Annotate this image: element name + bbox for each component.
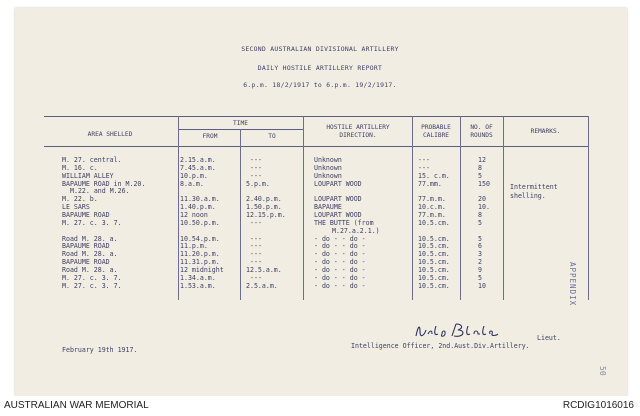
cell-rounds: 5 — [478, 218, 482, 227]
cell-rounds: 2 — [478, 258, 482, 267]
cell-cal: --- — [418, 156, 430, 164]
cell-from: 1.34.a.m. — [180, 273, 216, 282]
cell-from: 11.30.a.m. — [180, 195, 220, 204]
handwritten-signature — [412, 322, 522, 342]
cell-dir: - do - - do - — [314, 250, 366, 259]
cell-dir: M.27.a.2.1.) — [332, 226, 380, 235]
cell-to: 1.50.p.m. — [246, 203, 282, 212]
col-divider — [588, 116, 589, 300]
cell-to: 12.15.p.m. — [246, 210, 286, 219]
cell-cal: 77.m.m. — [418, 210, 446, 219]
cell-cal: 10.5.cm. — [418, 242, 450, 251]
cell-area: M. 27. central. — [62, 156, 122, 164]
cell-rounds: 20 — [478, 195, 486, 204]
cell-dir: LOUPART WOOD — [314, 195, 362, 204]
cell-area: M.22. and M.26. — [70, 187, 130, 196]
report-date: February 19th 1917. — [62, 346, 138, 354]
cell-to: --- — [250, 163, 262, 172]
cell-to: --- — [250, 156, 262, 164]
cell-from: 8.a.m. — [180, 179, 204, 188]
cell-cal: 77.mm. — [418, 179, 442, 188]
col-header-hostile: HOSTILE ARTILLERY — [326, 124, 390, 131]
cell-rounds: 3 — [478, 250, 482, 259]
cell-area: M. 22. b. — [62, 195, 98, 204]
cell-to: --- — [250, 218, 262, 227]
report-period: 6.p.m. 18/2/1917 to 6.p.m. 19/2/1917. — [243, 81, 397, 89]
col-header-area: AREA SHELLED — [87, 131, 133, 138]
col-header-calibre: CALIBRE — [422, 132, 450, 139]
cell-dir: - do - - do - — [314, 273, 366, 282]
cell-dir: LOUPART WOOD — [314, 210, 362, 219]
cell-from: 10.54.p.m. — [180, 234, 220, 243]
report-title: DAILY HOSTILE ARTILLERY REPORT — [257, 64, 383, 72]
cell-rounds: 150 — [478, 179, 490, 188]
report-unit-title: SECOND AUSTRALIAN DIVISIONAL ARTILLERY — [241, 45, 399, 53]
cell-rounds: 5 — [478, 273, 482, 282]
cell-dir: BAPAUME — [314, 203, 342, 212]
cell-from: 12 midnight — [180, 265, 224, 274]
archive-name: AUSTRALIAN WAR MEMORIAL — [4, 400, 149, 411]
cell-area: LE SARS — [62, 203, 90, 212]
cell-area: Road M. 28. a. — [62, 250, 118, 259]
cell-dir: - do - - do - — [314, 265, 366, 274]
cell-area: BAPAUME ROAD — [62, 210, 110, 219]
cell-from: 1.40.p.m. — [180, 203, 216, 212]
cell-from: 2.15.a.m. — [180, 156, 216, 164]
page-number: 50 — [598, 366, 607, 376]
cell-cal: 10.5.cm. — [418, 250, 450, 259]
cell-from: 7.45.a.m. — [180, 163, 216, 172]
cell-area: Road M. 28. a. — [62, 234, 118, 243]
cell-cal: --- — [418, 163, 430, 172]
col-divider — [178, 116, 179, 300]
cell-area: BAPAUME ROAD in M.20. — [62, 179, 146, 188]
cell-dir: THE BUTTE (from — [314, 218, 374, 227]
cell-from: 1.53.a.m. — [180, 281, 216, 290]
col-header-from: FROM — [202, 133, 218, 140]
cell-rounds: 8 — [478, 163, 482, 172]
cell-to: 2.40.p.m. — [246, 195, 282, 204]
cell-cal: 10.5.cm. — [418, 218, 450, 227]
col-header-time: TIME — [233, 120, 248, 127]
col-header-to: TO — [268, 133, 276, 140]
table-top-rule — [44, 116, 589, 117]
cell-rounds: 5 — [478, 171, 482, 180]
col-header-rounds: ROUNDS — [470, 132, 493, 139]
cell-to: 5.p.m. — [246, 179, 270, 188]
cell-area: M. 27. c. 3. 7. — [62, 273, 122, 282]
cell-area: Road M. 28. a. — [62, 265, 118, 274]
cell-from: 11.p.m. — [180, 242, 208, 251]
cell-from: 12 noon — [180, 210, 208, 219]
cell-cal: 10.5.cm. — [418, 281, 450, 290]
col-header-probable: PROBABLE — [421, 124, 451, 131]
cell-rounds: 10. — [478, 203, 490, 212]
cell-to: --- — [250, 273, 262, 282]
cell-to: --- — [250, 250, 262, 259]
cell-cal: 77.m.m. — [418, 195, 446, 204]
cell-rounds: 12 — [478, 156, 486, 164]
cell-cal: 10.5.cm. — [418, 265, 450, 274]
col-divider — [303, 116, 304, 300]
cell-cal: 10.5.cm. — [418, 258, 450, 267]
cell-to: --- — [250, 234, 262, 243]
cell-to: 12.5.a.m. — [246, 265, 282, 274]
cell-cal: 10.5.cm. — [418, 234, 450, 243]
cell-area: M. 16. c. — [62, 163, 98, 172]
col-header-remarks: REMARKS. — [530, 128, 561, 135]
cell-area: BAPAUME ROAD — [62, 258, 110, 267]
archive-footer — [0, 396, 640, 416]
appendix-stamp: APPENDIX — [568, 262, 577, 307]
col-divider — [503, 116, 504, 300]
cell-cal: 15. c.m. — [418, 171, 450, 180]
cell-area: WILLIAM ALLEY — [62, 171, 114, 180]
cell-dir: Unknown — [314, 171, 342, 180]
remarks-line-2: shelling. — [510, 192, 546, 200]
cell-rounds: 10 — [478, 281, 486, 290]
col-header-direction: DIRECTION. — [339, 132, 377, 139]
cell-to: 2.5.a.m. — [246, 281, 278, 290]
cell-area: M. 27. c. 3. 7. — [62, 281, 122, 290]
archive-reference: RCDIG1016016 — [562, 400, 634, 411]
cell-to: --- — [250, 171, 262, 180]
cell-dir: Unknown — [314, 156, 342, 164]
cell-cal: 10.5.cm. — [418, 273, 450, 282]
cell-area: BAPAUME ROAD — [62, 242, 110, 251]
cell-dir: - do - - do - — [314, 281, 366, 290]
cell-from: 10.p.m. — [180, 171, 208, 180]
col-header-no-of: NO. OF — [470, 124, 493, 131]
col-divider — [412, 116, 413, 300]
cell-dir: - do - - do - — [314, 234, 366, 243]
signature-rank: Lieut. — [537, 334, 561, 342]
cell-rounds: 8 — [478, 210, 482, 219]
cell-dir: Unknown — [314, 163, 342, 172]
col-divider — [240, 129, 241, 300]
cell-to: --- — [250, 258, 262, 267]
signature-title: Intelligence Officer, 2nd.Aust.Div.Artillery. — [351, 342, 530, 350]
cell-cal: 10.c.m. — [418, 203, 446, 212]
cell-rounds: 9 — [478, 265, 482, 274]
cell-rounds: 5 — [478, 234, 482, 243]
cell-rounds: 6 — [478, 242, 482, 251]
cell-from: 11.20.p.m. — [180, 250, 220, 259]
remarks-line-1: Intermittent — [510, 183, 558, 191]
cell-dir: LOUPART WOOD — [314, 179, 362, 188]
cell-dir: - do - - do - — [314, 258, 366, 267]
cell-from: 10.50.p.m. — [180, 218, 220, 227]
col-divider — [460, 116, 461, 300]
table-header-rule — [44, 146, 589, 147]
cell-dir: - do - - do - — [314, 242, 366, 251]
cell-area: M. 27. c. 3. 7. — [62, 218, 122, 227]
cell-from: 11.31.p.m. — [180, 258, 220, 267]
cell-to: --- — [250, 242, 262, 251]
